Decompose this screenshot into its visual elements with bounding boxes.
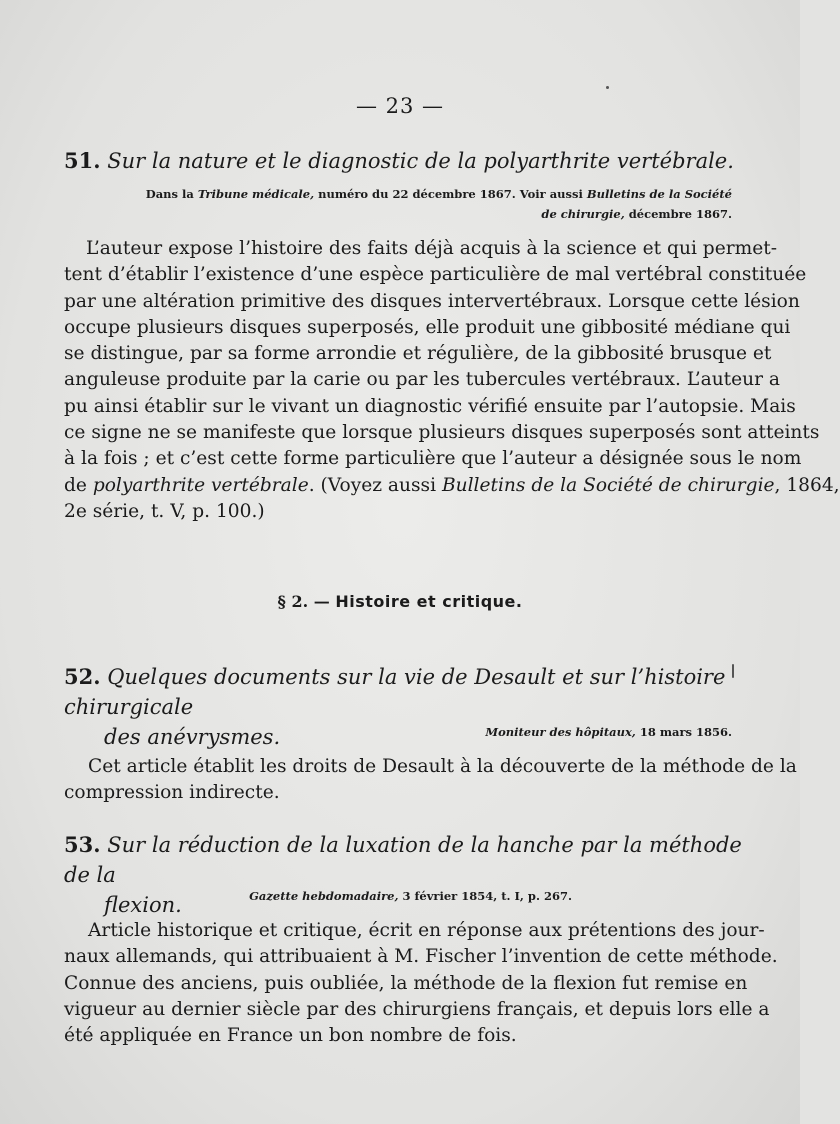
body-line: se distingue, par sa forme arrondie et régulière, de la gibbosité brusque et <box>64 343 772 365</box>
body-ref: Bulletins de la Société de chirurgie <box>441 474 775 496</box>
page-number: — 23 — <box>355 94 445 118</box>
body-line: par une altération primitive des disques intervertébraux. Lorsque cette lésion <box>64 290 800 312</box>
entry-53-title <box>64 830 744 920</box>
entry-number: 52. <box>64 664 101 689</box>
ink-speck <box>606 86 609 89</box>
body-line: ce signe ne se manifeste que lorsque plusieurs disques superposés sont atteints <box>64 422 820 444</box>
entry-title-text: Quelques documents sur la vie de Desault et sur l’histoire chirurgicale <box>64 665 726 719</box>
section-heading <box>0 592 800 611</box>
entry-number: 51. <box>64 148 101 173</box>
body-line: Connue des anciens, puis oubliée, la méthode de la flexion fut remise en <box>64 972 748 994</box>
entry-53-body <box>64 918 778 1049</box>
body-line: 2e série, t. V, p. 100.) <box>64 500 265 522</box>
section-title: Histoire et critique. <box>335 592 523 611</box>
entry-51-source <box>92 184 732 224</box>
entry-53-source <box>180 886 572 906</box>
body-line: Article historique et critique, écrit en réponse aux prétentions des jour- <box>88 920 765 941</box>
body-line: pu ainsi établir sur le vivant un diagnostic vérifié ensuite par l’autopsie. Mais <box>64 395 796 417</box>
body-text: de <box>64 474 93 496</box>
source-text: numéro du 22 décembre 1867. Voir aussi <box>314 187 587 201</box>
body-line: compression indirecte. <box>64 782 280 804</box>
body-text: . (Voyez aussi <box>308 474 442 496</box>
body-line: L’auteur expose l’histoire des faits déjà acquis à la science et qui permet- <box>86 238 777 259</box>
source-date: 3 février 1854, t. I, p. 267. <box>398 889 572 903</box>
source-journal: Moniteur des hôpitaux, <box>485 725 636 739</box>
section-label: § 2. — <box>277 592 330 611</box>
entry-title-text: flexion. <box>104 893 182 917</box>
entry-51-title <box>64 146 744 176</box>
source-line <box>92 184 732 204</box>
source-ref: de chirurgie, <box>541 207 625 221</box>
body-line: anguleuse produite par la carie ou par les tubercules vertébraux. L’auteur a <box>64 369 781 391</box>
source-ref: Bulletins de la Société <box>586 187 732 201</box>
entry-title-text: des anévrysmes. <box>104 725 281 749</box>
body-line: à la fois ; et c’est cette forme particulière que l’auteur a désignée sous le nom <box>64 448 802 470</box>
body-line: été appliquée en France un bon nombre de fois. <box>64 1025 517 1047</box>
entry-number: 53. <box>64 832 101 857</box>
body-line <box>64 473 840 499</box>
source-text: décembre 1867. <box>624 207 732 221</box>
entry-52-source <box>180 722 732 742</box>
body-line: vigueur au dernier siècle par des chirurgiens français, et depuis lors elle a <box>64 998 770 1020</box>
source-text: Dans la <box>145 187 198 201</box>
body-term: polyarthrite vertébrale <box>92 474 309 496</box>
entry-title-text: Sur la nature et le diagnostic de la polyarthrite vertébrale. <box>107 149 734 173</box>
body-line: Cet article établit les droits de Desault à la découverte de la méthode de la <box>88 756 797 777</box>
body-line: naux allemands, qui attribuaient à M. Fischer l’invention de cette méthode. <box>64 946 778 968</box>
body-line: occupe plusieurs disques superposés, elle produit une gibbosité médiane qui <box>64 316 791 338</box>
body-line: tent d’établir l’existence d’une espèce particulière de mal vertébral constituée <box>64 264 807 286</box>
entry-title-text: Sur la réduction de la luxation de la hanche par la méthode de la <box>64 833 742 887</box>
source-line <box>92 204 732 224</box>
entry-51-body <box>64 236 840 525</box>
source-journal: Tribune médicale, <box>197 187 315 201</box>
source-journal: Gazette hebdomadaire, <box>249 889 399 903</box>
entry-52-body <box>64 754 797 807</box>
body-text: , 1864, <box>774 474 840 496</box>
source-date: 18 mars 1856. <box>635 725 732 739</box>
